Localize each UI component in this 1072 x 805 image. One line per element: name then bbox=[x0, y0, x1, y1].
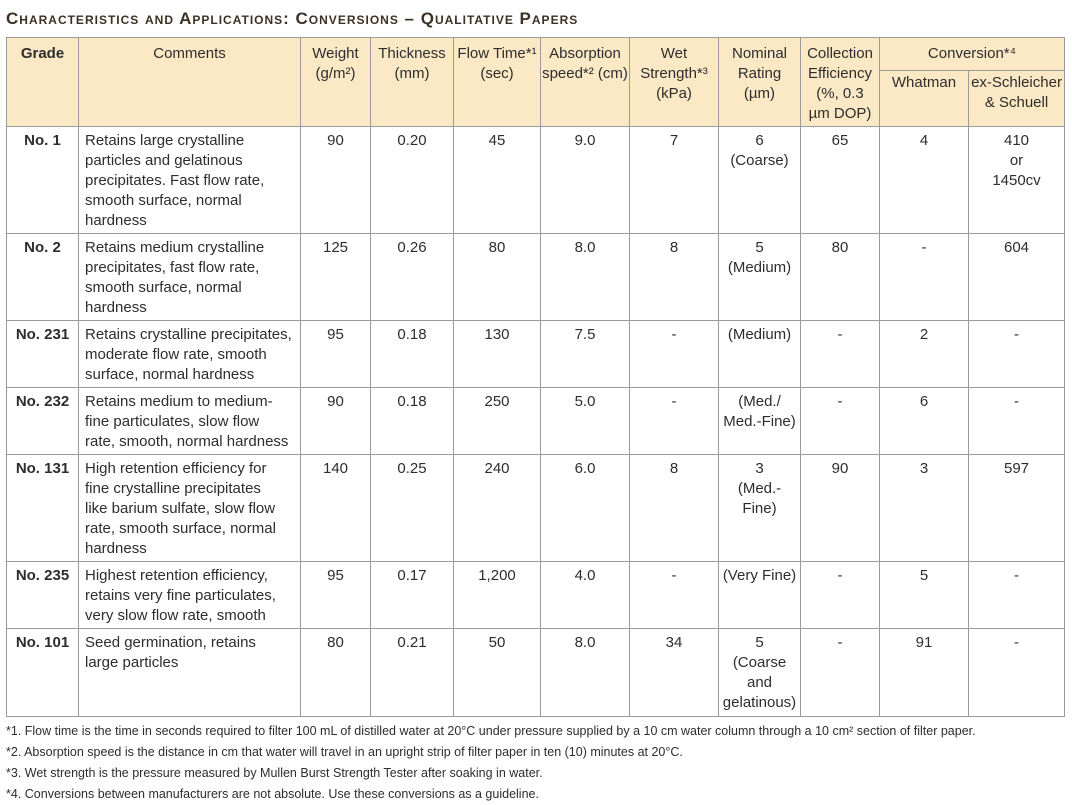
cell-whatman: 4 bbox=[880, 127, 969, 234]
cell-collection-efficiency: 80 bbox=[801, 234, 880, 321]
header-thickness: Thickness (mm) bbox=[371, 38, 454, 127]
header-weight: Weight (g/m²) bbox=[301, 38, 371, 127]
cell-thickness: 0.21 bbox=[371, 629, 454, 717]
cell-flow-time: 1,200 bbox=[454, 562, 541, 629]
cell-thickness: 0.18 bbox=[371, 321, 454, 388]
cell-absorption-speed: 7.5 bbox=[541, 321, 630, 388]
cell-flow-time: 250 bbox=[454, 388, 541, 455]
cell-flow-time: 130 bbox=[454, 321, 541, 388]
cell-flow-time: 80 bbox=[454, 234, 541, 321]
table-body bbox=[7, 127, 1065, 717]
cell-weight: 95 bbox=[301, 562, 371, 629]
cell-absorption-speed: 9.0 bbox=[541, 127, 630, 234]
cell-absorption-speed: 4.0 bbox=[541, 562, 630, 629]
cell-whatman: 91 bbox=[880, 629, 969, 717]
cell-grade: No. 131 bbox=[7, 455, 79, 562]
cell-wet-strength: 8 bbox=[630, 234, 719, 321]
header-nominal-rating: Nominal Rating (µm) bbox=[719, 38, 801, 127]
cell-wet-strength: - bbox=[630, 562, 719, 629]
cell-thickness: 0.26 bbox=[371, 234, 454, 321]
table-row bbox=[7, 127, 1065, 234]
table-row bbox=[7, 629, 1065, 717]
cell-collection-efficiency: - bbox=[801, 321, 880, 388]
cell-flow-time: 45 bbox=[454, 127, 541, 234]
cell-thickness: 0.18 bbox=[371, 388, 454, 455]
cell-whatman: 2 bbox=[880, 321, 969, 388]
cell-grade: No. 231 bbox=[7, 321, 79, 388]
cell-comments: Retains large crystalline particles and gelatinous precipitates. Fast flow rate, smooth surface, normal hardness bbox=[79, 127, 301, 234]
cell-comments: High retention efficiency for fine crystalline precipitates like barium sulfate, slow flow rate, smooth surface, normal hardness bbox=[79, 455, 301, 562]
cell-flow-time: 50 bbox=[454, 629, 541, 717]
cell-wet-strength: - bbox=[630, 388, 719, 455]
cell-weight: 125 bbox=[301, 234, 371, 321]
header-comments: Comments bbox=[79, 38, 301, 127]
cell-thickness: 0.20 bbox=[371, 127, 454, 234]
cell-wet-strength: 8 bbox=[630, 455, 719, 562]
cell-grade: No. 235 bbox=[7, 562, 79, 629]
table-row bbox=[7, 562, 1065, 629]
cell-collection-efficiency: - bbox=[801, 629, 880, 717]
cell-collection-efficiency: 65 bbox=[801, 127, 880, 234]
cell-nominal-rating: (Med./ Med.-Fine) bbox=[719, 388, 801, 455]
specifications-table bbox=[6, 37, 1065, 717]
cell-absorption-speed: 5.0 bbox=[541, 388, 630, 455]
cell-wet-strength: - bbox=[630, 321, 719, 388]
header-collection-efficiency: Collection Efficiency (%, 0.3 µm DOP) bbox=[801, 38, 880, 127]
cell-comments: Seed germination, retains large particles bbox=[79, 629, 301, 717]
header-wet-strength: Wet Strength*³ (kPa) bbox=[630, 38, 719, 127]
cell-flow-time: 240 bbox=[454, 455, 541, 562]
cell-comments: Retains medium to medium- fine particulates, slow flow rate, smooth, normal hardness bbox=[79, 388, 301, 455]
cell-nominal-rating: 3 (Med.-Fine) bbox=[719, 455, 801, 562]
cell-grade: No. 232 bbox=[7, 388, 79, 455]
cell-nominal-rating: (Medium) bbox=[719, 321, 801, 388]
header-absorption-speed: Absorption speed*² (cm) bbox=[541, 38, 630, 127]
table-row bbox=[7, 388, 1065, 455]
cell-absorption-speed: 8.0 bbox=[541, 234, 630, 321]
cell-wet-strength: 7 bbox=[630, 127, 719, 234]
cell-weight: 90 bbox=[301, 127, 371, 234]
cell-nominal-rating: (Very Fine) bbox=[719, 562, 801, 629]
cell-nominal-rating: 5 (Medium) bbox=[719, 234, 801, 321]
cell-schleicher-schuell: - bbox=[969, 629, 1065, 717]
cell-grade: No. 101 bbox=[7, 629, 79, 717]
cell-nominal-rating: 5 (Coarse and gelatinous) bbox=[719, 629, 801, 717]
footnotes bbox=[6, 721, 1066, 805]
cell-wet-strength: 34 bbox=[630, 629, 719, 717]
cell-whatman: - bbox=[880, 234, 969, 321]
cell-schleicher-schuell: - bbox=[969, 562, 1065, 629]
cell-whatman: 5 bbox=[880, 562, 969, 629]
cell-comments: Retains medium crystalline precipitates, fast flow rate, smooth surface, normal hardness bbox=[79, 234, 301, 321]
cell-thickness: 0.17 bbox=[371, 562, 454, 629]
cell-weight: 140 bbox=[301, 455, 371, 562]
cell-schleicher-schuell: - bbox=[969, 388, 1065, 455]
table-row bbox=[7, 455, 1065, 562]
cell-whatman: 6 bbox=[880, 388, 969, 455]
table-row bbox=[7, 321, 1065, 388]
footnote-flow-time: *1. Flow time is the time in seconds required to filter 100 mL of distilled water at 20°C under pressure supplied by a 10 cm water column through a 10 cm² section of filter paper. bbox=[6, 724, 976, 738]
header-whatman: Whatman bbox=[880, 71, 969, 127]
cell-collection-efficiency: - bbox=[801, 388, 880, 455]
table-row bbox=[7, 234, 1065, 321]
cell-weight: 80 bbox=[301, 629, 371, 717]
footnote-absorption-speed: *2. Absorption speed is the distance in cm that water will travel in an upright strip of filter paper in ten (10) minutes at 20°C. bbox=[6, 745, 683, 759]
cell-comments: Highest retention efficiency, retains very fine particulates, very slow flow rate, smooth bbox=[79, 562, 301, 629]
cell-schleicher-schuell: 597 bbox=[969, 455, 1065, 562]
cell-schleicher-schuell: 604 bbox=[969, 234, 1065, 321]
cell-nominal-rating: 6 (Coarse) bbox=[719, 127, 801, 234]
header-grade: Grade bbox=[7, 38, 79, 127]
header-schleicher-schuell: ex-Schleicher & Schuell bbox=[969, 71, 1065, 127]
footnote-conversions: *4. Conversions between manufacturers are not absolute. Use these conversions as a guideline. bbox=[6, 787, 539, 801]
cell-collection-efficiency: 90 bbox=[801, 455, 880, 562]
cell-thickness: 0.25 bbox=[371, 455, 454, 562]
cell-whatman: 3 bbox=[880, 455, 969, 562]
cell-weight: 95 bbox=[301, 321, 371, 388]
cell-schleicher-schuell: - bbox=[969, 321, 1065, 388]
cell-absorption-speed: 8.0 bbox=[541, 629, 630, 717]
cell-collection-efficiency: - bbox=[801, 562, 880, 629]
cell-schleicher-schuell: 410 or 1450cv bbox=[969, 127, 1065, 234]
header-conversion: Conversion*⁴ bbox=[880, 38, 1065, 71]
cell-absorption-speed: 6.0 bbox=[541, 455, 630, 562]
cell-grade: No. 2 bbox=[7, 234, 79, 321]
page-title: Characteristics and Applications: Conversions – Qualitative Papers bbox=[6, 9, 579, 28]
header-flow-time: Flow Time*¹ (sec) bbox=[454, 38, 541, 127]
cell-weight: 90 bbox=[301, 388, 371, 455]
footnote-wet-strength: *3. Wet strength is the pressure measured by Mullen Burst Strength Tester after soaking in water. bbox=[6, 766, 543, 780]
cell-comments: Retains crystalline precipitates, moderate flow rate, smooth surface, normal hardness bbox=[79, 321, 301, 388]
table-header bbox=[7, 38, 1065, 127]
cell-grade: No. 1 bbox=[7, 127, 79, 234]
